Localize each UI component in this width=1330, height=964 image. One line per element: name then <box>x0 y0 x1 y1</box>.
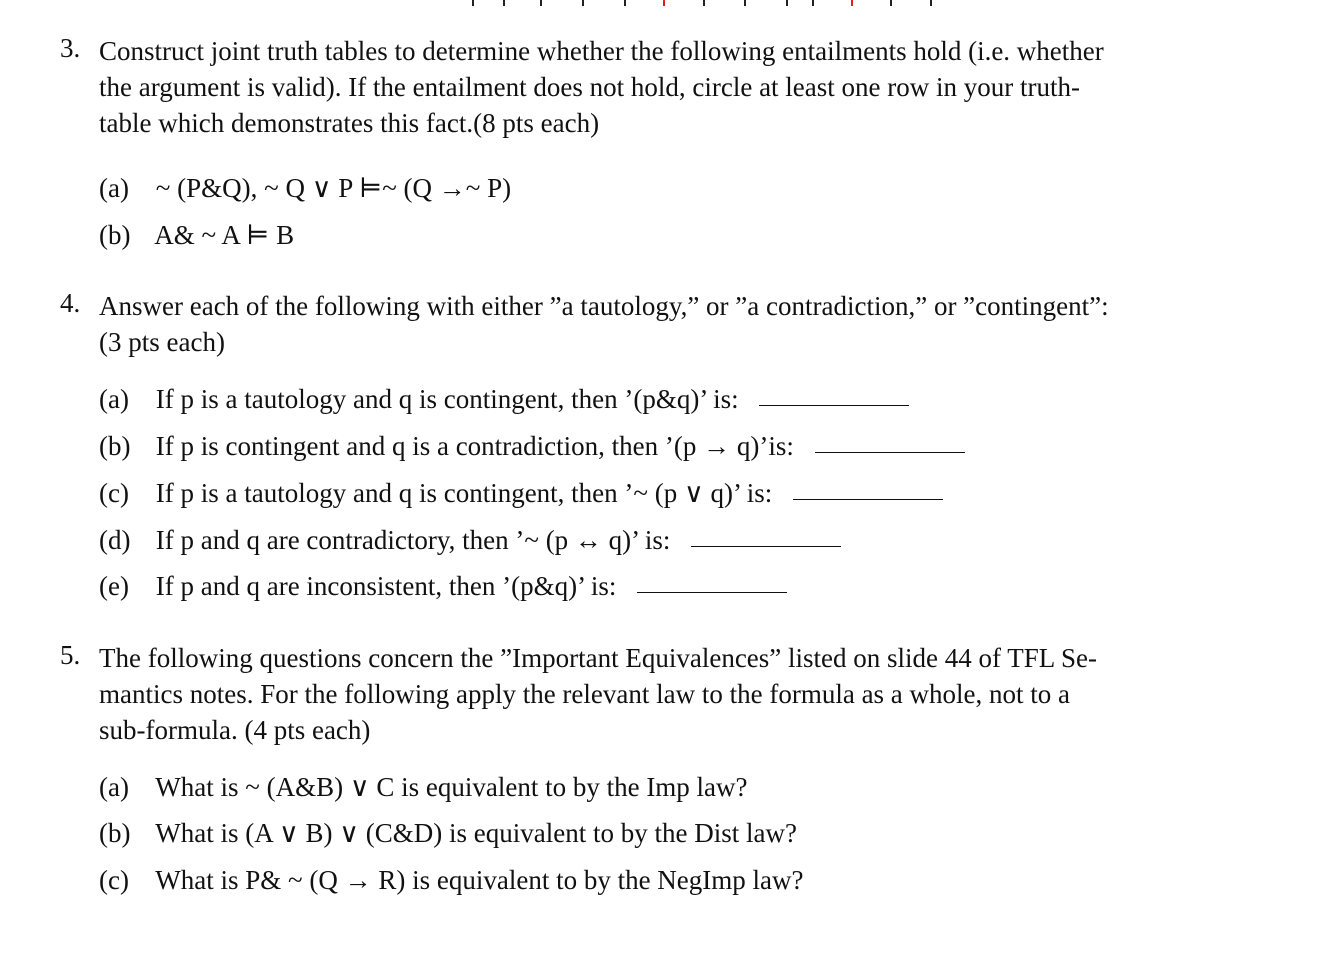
answer-blank[interactable] <box>793 499 943 500</box>
item-label: (b) <box>99 431 131 461</box>
problem-3a <box>99 173 511 204</box>
item-label: (b) <box>99 818 131 848</box>
problem-line: (3 pts each) <box>99 327 225 357</box>
item-label: (c) <box>99 478 129 508</box>
problem-line: sub-formula. (4 pts each) <box>99 715 371 745</box>
problem-5c <box>99 865 804 896</box>
item-label: (b) <box>99 220 131 250</box>
problem-number: 4. <box>60 288 81 318</box>
item-text: If p and q are contradictory, then ’~ (p ↔ q)’ is: <box>155 525 671 555</box>
item-text: If p is a tautology and q is contingent, then ’~ (p ∨ q)’ is: <box>155 478 773 508</box>
problem-line: the argument is valid). If the entailment does not hold, circle at least one row in your truth- <box>99 72 1080 102</box>
item-text: ~ (P&Q), ~ Q ∨ P ⊨~ (Q →~ P) <box>155 173 512 203</box>
problem-number: 3. <box>60 33 81 63</box>
problem-4d <box>99 525 841 556</box>
item-text: What is P& ~ (Q → R) is equivalent to by the NegImp law? <box>155 865 804 895</box>
problem-4b <box>99 431 965 462</box>
item-label: (c) <box>99 865 129 895</box>
item-label: (e) <box>99 571 129 601</box>
problem-4e <box>99 571 787 602</box>
item-text: If p is contingent and q is a contradiction, then ’(p → q)’is: <box>155 431 794 461</box>
problem-line: Construct joint truth tables to determine whether the following entailments hold (i.e. whether <box>99 36 1104 66</box>
item-label: (a) <box>99 173 129 203</box>
item-text: If p is a tautology and q is contingent, then ’(p&q)’ is: <box>155 384 739 414</box>
problem-line: The following questions concern the ”Important Equivalences” listed on slide 44 of TFL Se- <box>99 643 1098 673</box>
problem-line: Answer each of the following with either ”a tautology,” or ”a contradiction,” or ”contingent”: <box>99 291 1109 321</box>
item-text: A& ~ A ⊨ B <box>154 220 295 250</box>
item-text: What is (A ∨ B) ∨ (C&D) is equivalent to by the Dist law? <box>155 818 797 848</box>
problem-5b <box>99 818 797 849</box>
item-label: (a) <box>99 384 129 414</box>
cropped-table-fragment <box>0 0 1330 14</box>
answer-blank[interactable] <box>759 405 909 406</box>
answer-blank[interactable] <box>691 546 841 547</box>
problem-3b <box>99 220 294 251</box>
problem-line: table which demonstrates this fact.(8 pts each) <box>99 108 600 138</box>
item-label: (a) <box>99 772 129 802</box>
problem-number: 5. <box>60 640 81 670</box>
problem-5a <box>99 772 748 803</box>
answer-blank[interactable] <box>815 452 965 453</box>
problem-4c <box>99 478 943 509</box>
item-label: (d) <box>99 525 131 555</box>
problem-4a <box>99 384 909 415</box>
item-text: What is ~ (A&B) ∨ C is equivalent to by the Imp law? <box>155 772 748 802</box>
problem-line: mantics notes. For the following apply the relevant law to the formula as a whole, not to a <box>99 679 1071 709</box>
item-text: If p and q are inconsistent, then ’(p&q)’ is: <box>155 571 617 601</box>
answer-blank[interactable] <box>637 592 787 593</box>
